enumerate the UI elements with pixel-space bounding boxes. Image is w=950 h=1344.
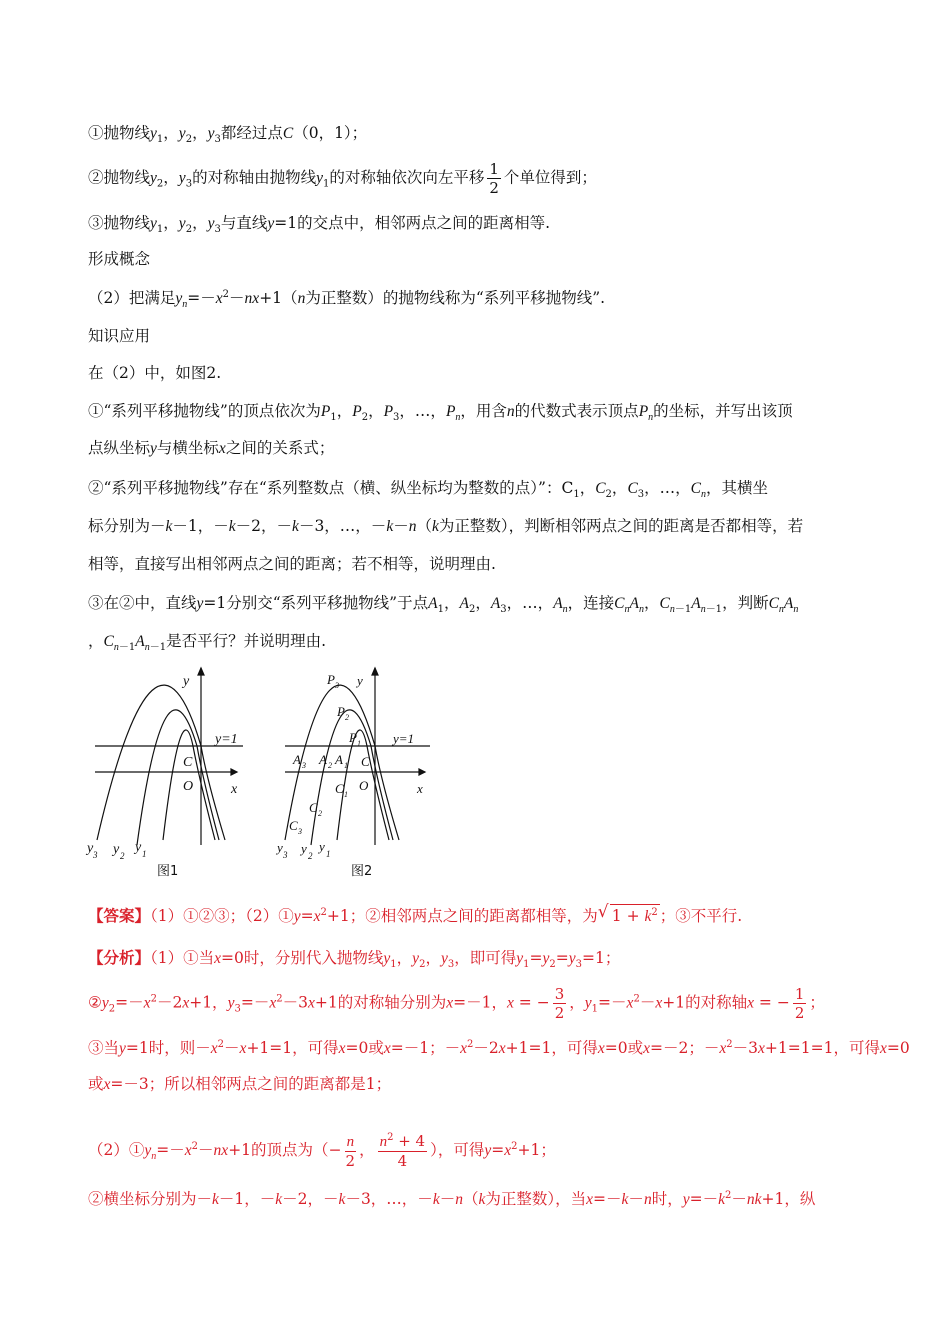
svg-text:1: 1 <box>357 739 361 748</box>
svg-text:x: x <box>231 782 238 797</box>
figure-2 <box>285 668 430 845</box>
svg-text:2: 2 <box>308 851 313 861</box>
svg-text:3: 3 <box>298 827 302 836</box>
svg-text:C: C <box>335 781 344 796</box>
svg-text:1: 1 <box>326 849 331 859</box>
svg-text:y: y <box>319 839 325 854</box>
question-2-cont2: 相等，直接写出相邻两点之间的距离；若不相等，说明理由. <box>88 555 496 573</box>
svg-text:O: O <box>359 778 369 793</box>
question-2: ②“系列平移抛物线”存在“系列整数点（横、纵坐标均为整数的点）”：$C_1$，$C_2$，$C_3$，…，$C_n$，其横坐 <box>88 479 769 501</box>
svg-text:C: C <box>289 818 298 833</box>
in-part-2: 在（2）中，如图2. <box>88 364 222 382</box>
fig1-curve-y2 <box>137 710 219 845</box>
svg-text:2: 2 <box>345 713 349 722</box>
svg-text:O: O <box>183 779 194 794</box>
question-1: ①“系列平移抛物线”的顶点依次为$P_1$，$P_2$，$P_3$，…，$P_n$，用含n的代数式表示顶点$P_n$的坐标，并写出该顶 <box>88 402 793 424</box>
svg-text:y=1: y=1 <box>393 731 415 746</box>
svg-text:3: 3 <box>302 761 306 770</box>
svg-text:3: 3 <box>283 850 288 860</box>
definition: （2）把满足$y_n=-x^2-nx+1(n$为正整数）的抛物线称为“系列平移抛物线”. <box>88 288 606 311</box>
analysis-5: ②横坐标分别为－k－1，－k－2，－k－3，…，－k－n（k为正整数），当x=－k－n时，$y=-k^2-nk+1$，纵 <box>88 1189 816 1208</box>
svg-text:A: A <box>335 752 343 767</box>
analysis-3-cont: 或x=－3；所以相邻两点之间的距离都是1； <box>88 1075 392 1093</box>
heading-knowledge-apply: 知识应用 <box>88 327 151 345</box>
svg-text:1: 1 <box>344 761 348 770</box>
svg-text:1: 1 <box>344 790 348 799</box>
svg-text:2: 2 <box>120 851 125 861</box>
svg-text:P: P <box>337 704 345 719</box>
svg-text:A: A <box>319 752 327 767</box>
svg-text:3: 3 <box>93 850 98 860</box>
svg-text:1: 1 <box>142 849 147 859</box>
analysis: 【分析】（1）①当x=0时，分别代入抛物线$y_1$，$y_2$，$y_3$，即可得$y_1=y_2=y_3=1$； <box>88 948 621 971</box>
svg-text:2: 2 <box>318 809 322 818</box>
svg-text:y=1: y=1 <box>215 732 238 747</box>
condition-1: ①抛物线$y_1$，$y_2$，$y_3$都经过点C（0，1）； <box>88 124 368 146</box>
svg-text:y: y <box>87 841 94 856</box>
figure-1 <box>95 668 243 845</box>
analysis-4: $(2)①y_n=-x^2-nx+1$的顶点为（− $\frac{n}{2}$ ， $\frac{n^2 + 4}{4}$ ），可得$y=x^2+1$； <box>88 1132 556 1170</box>
svg-text:C: C <box>309 800 318 815</box>
svg-text:y: y <box>113 842 120 857</box>
svg-text:y: y <box>183 674 190 689</box>
condition-3: ③抛物线$y_1$，$y_2$，$y_3$与直线y=1的交点中，相邻两点之间的距离相等. <box>88 214 551 236</box>
svg-text:x: x <box>417 781 423 796</box>
analysis-2: $②y_2=-x^2-2x+1$，$y_3=-x^2-3x+1$的对称轴分别为x=－1，x = − $\frac{3}{2}$ ，$y_1=-x^2-x+1$的对称轴x = − $\frac{1}{2}$ ； <box>88 985 825 1022</box>
fig1-curve-y3 <box>97 685 225 840</box>
svg-text:y: y <box>357 673 363 688</box>
svg-text:C: C <box>183 755 193 770</box>
answer: 【答案】（1）①②③；$(2)①y=x^2+1$；②相邻两点之间的距离都相等，为√ $1 + k^2$ ；③不平行. <box>88 904 742 928</box>
svg-text:P: P <box>327 672 335 687</box>
svg-text:y: y <box>277 840 283 855</box>
question-1-cont: 点纵坐标y与横坐标x之间的关系式； <box>88 439 335 457</box>
question-3: ③在②中，直线y=1分别交“系列平移抛物线”于点$A_1$，$A_2$，$A_3$，…，$A_n$，连接$C_nA_n$，$C_{n-1}A_{n-1}$，判断$C_nA_n$ <box>88 594 799 616</box>
fig1-caption: 图1 <box>157 864 179 879</box>
heading-form-concept: 形成概念 <box>88 250 151 268</box>
question-3-cont: ，$C_{n-1}A_{n-1}$是否平行？并说明理由. <box>88 632 327 654</box>
analysis-3: ③当y=1时，则$-x^2-x+1=1$，可得x=0或x=－1；$-x^2-2x+1=1$，可得x=0或x=－2；$-x^2-3x+1=1=1$，可得x=0 <box>88 1038 910 1057</box>
figures <box>85 660 445 885</box>
condition-2: ②抛物线$y_2$，$y_3$的对称轴由抛物线$y_1$的对称轴依次向左平移 $\frac{1}{2}$ 个单位得到； <box>88 160 597 197</box>
svg-text:C: C <box>361 754 370 769</box>
svg-text:3: 3 <box>335 681 339 690</box>
svg-text:A: A <box>293 752 301 767</box>
fig2-caption: 图2 <box>351 864 373 879</box>
svg-text:2: 2 <box>328 761 332 770</box>
svg-text:y: y <box>301 841 307 856</box>
svg-text:y: y <box>135 840 142 855</box>
question-2-cont: 标分别为－k－1，－k－2，－k－3，…，－k－n（k为正整数），判断相邻两点之间的距离是否都相等，若 <box>88 517 804 535</box>
svg-text:P: P <box>349 730 357 745</box>
